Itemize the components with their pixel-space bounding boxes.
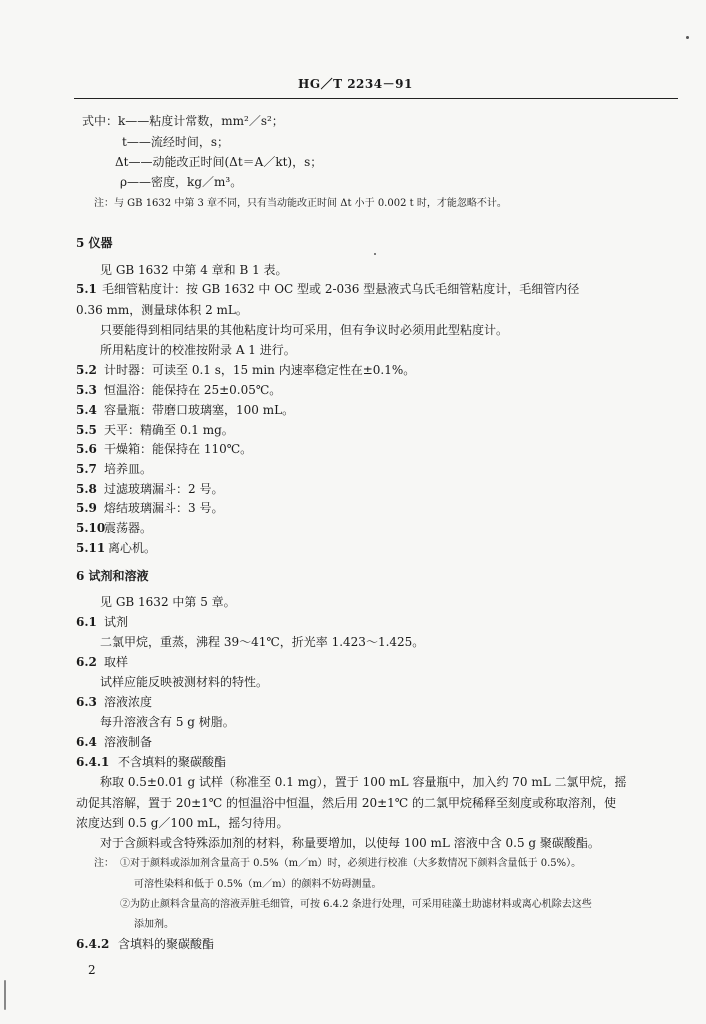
clause-5-1-text-a: 毛细管粘度计：按 GB 1632 中 OC 型或 2-036 型悬液式乌氏毛细管粘度计，毛细管内径 <box>102 282 580 296</box>
clause-text: 容量瓶：带磨口玻璃塞，100 mL。 <box>104 403 295 417</box>
clause-number: 5.6 <box>76 442 97 456</box>
section-6-heading: 6 试剂和溶液 <box>76 569 149 583</box>
clause-6-1-body: 二氯甲烷，重蒸，沸程 39～41℃，折光率 1.423～1.425。 <box>100 635 425 649</box>
clause-number: 5.9 <box>76 501 97 515</box>
clause-5-1-text-b: 0.36 mm，测量球体积 2 mL。 <box>76 303 248 317</box>
clause-number: 5.5 <box>76 423 97 437</box>
clause-6-4-1-p3: 浓度达到 0.5 g／100 mL，摇匀待用。 <box>76 816 289 830</box>
clause-6-4-1-p1: 称取 0.5±0.01 g 试样（称准至 0.1 mg），置于 100 mL 容量瓶中，加入约 70 mL 二氯甲烷，摇 <box>100 775 627 789</box>
clause-6-2-title: 取样 <box>104 655 129 669</box>
where-rho: ρ——密度，kg／m³。 <box>120 175 243 189</box>
clause-number: 5.3 <box>76 383 97 397</box>
clause-text: 恒温浴：能保持在 25±0.05℃。 <box>104 383 282 397</box>
scan-speck <box>374 253 376 255</box>
clause-6-4-number: 6.4 <box>76 735 97 749</box>
section-6-see: 见 GB 1632 中第 5 章。 <box>100 595 236 609</box>
note-1b: 可溶性染料和低于 0.5%（m／m）的颜料不妨碍测量。 <box>134 879 382 890</box>
clause-number: 5.7 <box>76 462 97 476</box>
clause-text: 计时器：可读至 0.1 s，15 min 内速率稳定性在±0.1%。 <box>104 363 416 377</box>
clause-6-4-1-p2: 动促其溶解，置于 20±1℃ 的恒温浴中恒温，然后用 20±1℃ 的二氯甲烷稀释至刻度或称取溶剂，使 <box>76 796 617 810</box>
clause-6-1-number: 6.1 <box>76 615 97 629</box>
clause-5-1-text-d: 所用粘度计的校准按附录 A 1 进行。 <box>100 343 296 357</box>
note-top: 注：与 GB 1632 中第 3 章不同，只有当动能改正时间 Δt 小于 0.002 t 时，才能忽略不计。 <box>94 198 507 209</box>
note-2a: ②为防止颜料含量高的溶液弄脏毛细管，可按 6.4.2 条进行处理，可采用硅藻土助滤材料或离心机除去这些 <box>120 899 592 910</box>
clause-6-4-1-number: 6.4.1 <box>76 755 110 769</box>
scan-speck <box>686 36 689 39</box>
clause-number: 5.11 <box>76 541 106 555</box>
clause-number: 5.8 <box>76 482 97 496</box>
where-k: k——粘度计常数，mm²／s²； <box>118 114 284 128</box>
clause-text: 培养皿。 <box>104 462 153 476</box>
clause-6-3-body: 每升溶液含有 5 g 树脂。 <box>100 715 235 729</box>
clause-5-1-number: 5.1 <box>76 282 97 296</box>
where-t: t——流经时间，s； <box>122 135 229 149</box>
clause-6-3-title: 溶液浓度 <box>104 695 153 709</box>
note-2b: 添加剂。 <box>134 919 174 930</box>
doc-code-header: HG／T 2234－91 <box>298 77 413 91</box>
clause-text: 干燥箱：能保持在 110℃。 <box>104 442 253 456</box>
section-5-heading: 5 仪器 <box>76 236 113 250</box>
clause-6-2-body: 试样应能反映被测材料的特性。 <box>100 675 269 689</box>
clause-5-1-text-c: 只要能得到相同结果的其他粘度计均可采用，但有争议时必须用此型粘度计。 <box>100 323 509 337</box>
clause-text: 震荡器。 <box>104 521 153 535</box>
scan-edge-mark <box>4 980 6 1010</box>
clause-6-4-2-title: 含填料的聚碳酸酯 <box>118 937 215 951</box>
clause-6-4-title: 溶液制备 <box>104 735 153 749</box>
clause-text: 过滤玻璃漏斗：2 号。 <box>104 482 224 496</box>
page-number: 2 <box>88 963 96 977</box>
clause-text: 天平：精确至 0.1 mg。 <box>104 423 234 437</box>
clause-6-1-title: 试剂 <box>104 615 129 629</box>
clause-6-4-1-title: 不含填料的聚碳酸酯 <box>118 755 227 769</box>
clause-6-4-2-number: 6.4.2 <box>76 937 110 951</box>
header-rule <box>74 98 678 99</box>
clause-text: 离心机。 <box>108 541 157 555</box>
notes-label: 注： <box>94 858 114 869</box>
clause-number: 5.10 <box>76 521 106 535</box>
note-1a: ①对于颜料或添加剂含量高于 0.5%（m／m）时，必须进行校准（大多数情况下颜料含量低于 0.5%）。 <box>120 858 582 869</box>
clause-number: 5.2 <box>76 363 97 377</box>
clause-number: 5.4 <box>76 403 97 417</box>
where-intro: 式中： <box>82 114 119 128</box>
where-dt: Δt——动能改正时间(Δt＝A／kt)，s； <box>115 155 323 169</box>
clause-6-4-1-p4: 对于含颜料或含特殊添加剂的材料，称量要增加，以使每 100 mL 溶液中含 0.5 g 聚碳酸酯。 <box>100 836 600 850</box>
clause-6-2-number: 6.2 <box>76 655 97 669</box>
clause-6-3-number: 6.3 <box>76 695 97 709</box>
clause-text: 熔结玻璃漏斗：3 号。 <box>104 501 224 515</box>
section-5-see: 见 GB 1632 中第 4 章和 B 1 表。 <box>100 263 288 277</box>
